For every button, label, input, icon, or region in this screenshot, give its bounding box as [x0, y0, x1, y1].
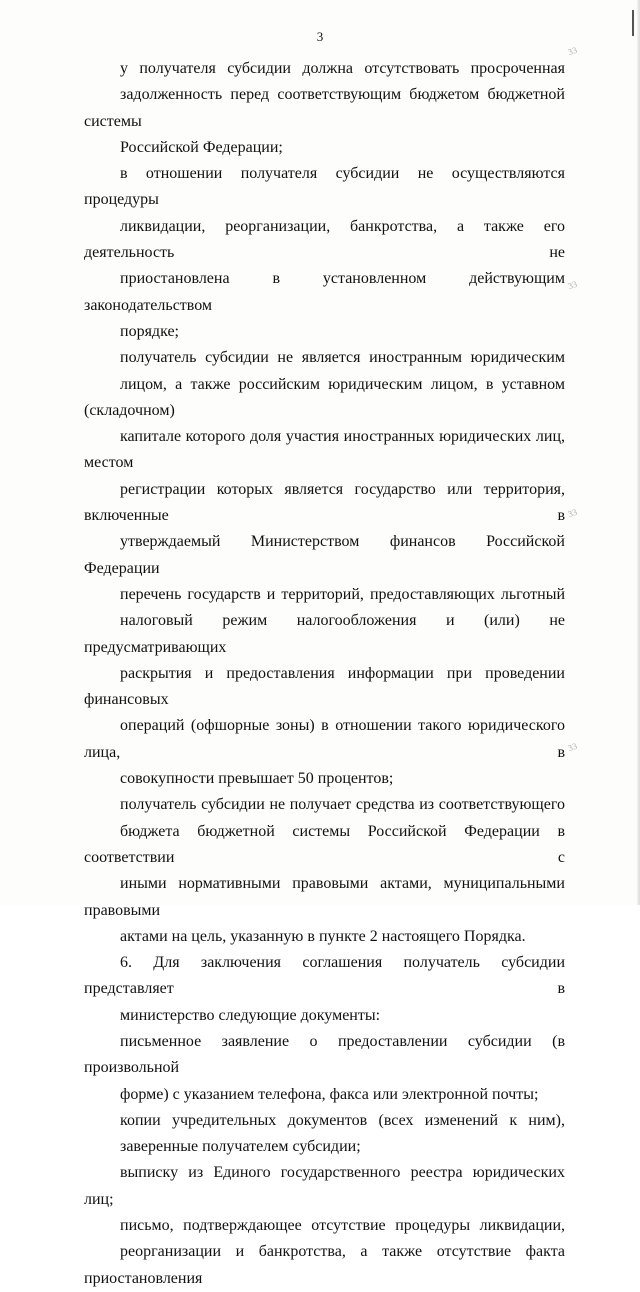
text-line: иными нормативными правовыми актами, муниципальными правовыми [84, 875, 565, 919]
text-line: совокупности превышает 50 процентов; [120, 770, 394, 788]
paragraph-confirmation-letter [84, 1213, 565, 1292]
text-line: перечень государств и территорий, предоставляющих льготный [120, 585, 565, 603]
text-line: бюджета бюджетной системы Российской Федерации в соответствии с [84, 822, 565, 866]
paragraph-other-funds [84, 792, 565, 950]
text-line: в отношении получателя субсидии не осуществляются процедуры [84, 165, 565, 209]
margin-stamp-mark: 33 [566, 278, 579, 292]
text-line: копии учредительных документов (всех изменений к ним), [120, 1111, 565, 1129]
text-line: ликвидации, реорганизации, банкротства, а также его деятельность не [84, 217, 565, 262]
text-line: лицом, а также российским юридическим лицом, в уставном (складочном) [84, 375, 565, 419]
document-body [84, 56, 565, 1292]
text-line: выписку из Единого государственного реестра юридических лиц; [84, 1164, 565, 1208]
text-line: актами на цель, указанную в пункте 2 настоящего Порядка. [120, 927, 526, 945]
paragraph-arrears [84, 56, 565, 161]
text-line: порядке; [120, 322, 179, 340]
page-number: 3 [316, 29, 324, 44]
scan-edge-mark [632, 10, 634, 36]
text-line: форме) с указанием телефона, факса или электронной почты; [120, 1085, 539, 1103]
text-line: письменное заявление о предоставлении субсидии (в произвольной [84, 1032, 565, 1077]
text-line: задолженность перед соответствующим бюджетом бюджетной системы [84, 86, 565, 130]
paragraph-liquidation [84, 161, 565, 345]
text-line: приостановлена в установленном действующим законодательством [84, 270, 565, 314]
text-line: Российской Федерации; [120, 138, 283, 156]
text-line: у получателя субсидии должна отсутствовать просроченная [120, 60, 565, 77]
text-line: получатель субсидии не является иностранным юридическим [120, 349, 565, 367]
margin-stamp-mark: 33 [566, 44, 579, 58]
paragraph-application [84, 1029, 565, 1108]
text-line: налоговый режим налогообложения и (или) не предусматривающих [84, 612, 565, 656]
text-line: 6. Для заключения соглашения получатель субсидии представляет в [84, 954, 565, 998]
text-line: раскрытия и предоставления информации при проведении финансовых [84, 664, 565, 709]
text-line: получатель субсидии не получает средства из соответствующего [120, 796, 565, 814]
paragraph-foreign-entity [84, 345, 565, 792]
text-line: операций (офшорные зоны) в отношении такого юридического лица, в [84, 717, 565, 761]
text-line: министерство следующие документы: [120, 1006, 381, 1024]
paragraph-section-6 [84, 950, 565, 1029]
paragraph-registry-extract [84, 1160, 565, 1213]
text-line: заверенные получателем субсидии; [120, 1138, 361, 1156]
margin-stamp-mark: 33 [566, 506, 579, 520]
text-line: реорганизации и банкротства, а также отсутствие факта приостановления [84, 1243, 565, 1287]
margin-stamp-mark: 33 [566, 740, 579, 754]
text-line: капитале которого доля участия иностранных юридических лиц, местом [84, 428, 565, 472]
text-line: письмо, подтверждающее отсутствие процедуры ликвидации, [120, 1217, 565, 1235]
text-line: утверждаемый Министерством финансов Российской Федерации [84, 533, 565, 577]
paragraph-constituent-docs [84, 1108, 565, 1161]
text-line: регистрации которых является государство или территория, включенные в [84, 480, 565, 525]
